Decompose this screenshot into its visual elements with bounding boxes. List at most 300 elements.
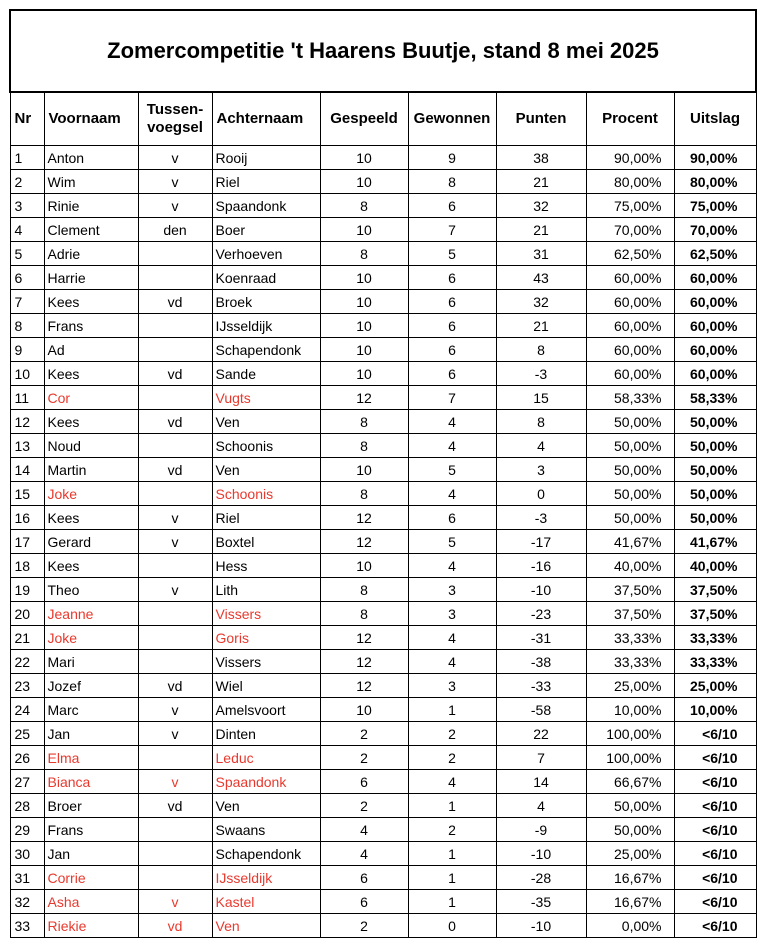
table-row [10,410,756,434]
cell-achternaam: Schoonis [212,482,320,506]
cell-punten: -9 [496,818,586,842]
cell-nr: 16 [10,506,44,530]
cell-uitslag: 50,00% [674,506,756,530]
cell-procent: 16,67% [586,866,674,890]
cell-uitslag: 90,00% [674,146,756,170]
cell-gewonnen: 3 [408,674,496,698]
cell-procent: 60,00% [586,266,674,290]
cell-nr: 14 [10,458,44,482]
cell-voornaam: Clement [44,218,138,242]
cell-tussenvoegsel [138,266,212,290]
cell-punten: 4 [496,794,586,818]
cell-uitslag: 50,00% [674,434,756,458]
header-uitslag: Uitslag [674,92,756,146]
cell-gespeeld: 6 [320,770,408,794]
cell-procent: 50,00% [586,410,674,434]
cell-uitslag: 41,67% [674,530,756,554]
cell-tussenvoegsel: v [138,698,212,722]
cell-gewonnen: 4 [408,770,496,794]
cell-gespeeld: 12 [320,626,408,650]
cell-tussenvoegsel: vd [138,794,212,818]
cell-nr: 33 [10,914,44,938]
table-row [10,842,756,866]
cell-gewonnen: 6 [408,266,496,290]
cell-voornaam: Anton [44,146,138,170]
cell-nr: 7 [10,290,44,314]
cell-uitslag: 80,00% [674,170,756,194]
cell-tussenvoegsel [138,626,212,650]
cell-gewonnen: 7 [408,386,496,410]
table-row [10,890,756,914]
cell-punten: 3 [496,458,586,482]
table-row [10,434,756,458]
table-row [10,914,756,938]
cell-punten: 38 [496,146,586,170]
table-body [10,146,756,938]
cell-gespeeld: 8 [320,242,408,266]
cell-tussenvoegsel: den [138,218,212,242]
cell-voornaam: Frans [44,818,138,842]
cell-punten: 31 [496,242,586,266]
cell-voornaam: Frans [44,314,138,338]
cell-nr: 18 [10,554,44,578]
cell-gewonnen: 4 [408,434,496,458]
cell-gewonnen: 3 [408,602,496,626]
cell-uitslag: 37,50% [674,578,756,602]
cell-uitslag: 60,00% [674,266,756,290]
cell-tussenvoegsel [138,602,212,626]
cell-achternaam: Vissers [212,602,320,626]
cell-voornaam: Corrie [44,866,138,890]
header-tussenvoegsel [138,92,212,146]
cell-achternaam: Koenraad [212,266,320,290]
cell-gespeeld: 6 [320,866,408,890]
table-row [10,506,756,530]
table-row [10,530,756,554]
cell-nr: 25 [10,722,44,746]
cell-punten: -58 [496,698,586,722]
table-row [10,746,756,770]
cell-punten: 15 [496,386,586,410]
cell-procent: 25,00% [586,842,674,866]
cell-procent: 100,00% [586,746,674,770]
table-row [10,386,756,410]
cell-gespeeld: 8 [320,434,408,458]
cell-procent: 10,00% [586,698,674,722]
cell-voornaam: Kees [44,506,138,530]
cell-procent: 0,00% [586,914,674,938]
cell-nr: 22 [10,650,44,674]
cell-nr: 31 [10,866,44,890]
cell-voornaam: Joke [44,626,138,650]
cell-achternaam: Schapendonk [212,842,320,866]
cell-gewonnen: 6 [408,290,496,314]
cell-procent: 50,00% [586,434,674,458]
cell-procent: 60,00% [586,362,674,386]
cell-procent: 40,00% [586,554,674,578]
cell-uitslag: <6/10 [674,770,756,794]
cell-voornaam: Jan [44,842,138,866]
cell-gespeeld: 12 [320,386,408,410]
cell-nr: 11 [10,386,44,410]
cell-uitslag: 40,00% [674,554,756,578]
cell-procent: 50,00% [586,818,674,842]
cell-punten: 4 [496,434,586,458]
cell-uitslag: 58,33% [674,386,756,410]
cell-tussenvoegsel [138,314,212,338]
cell-procent: 16,67% [586,890,674,914]
cell-nr: 10 [10,362,44,386]
cell-nr: 20 [10,602,44,626]
cell-punten: 21 [496,218,586,242]
cell-gewonnen: 6 [408,194,496,218]
cell-gewonnen: 1 [408,698,496,722]
cell-nr: 4 [10,218,44,242]
cell-gespeeld: 8 [320,578,408,602]
cell-achternaam: Vugts [212,386,320,410]
cell-nr: 12 [10,410,44,434]
table-row [10,362,756,386]
cell-gewonnen: 4 [408,554,496,578]
cell-uitslag: <6/10 [674,842,756,866]
header-row [10,92,756,146]
table-row [10,482,756,506]
cell-gespeeld: 10 [320,458,408,482]
table-row [10,794,756,818]
cell-nr: 15 [10,482,44,506]
table-row [10,866,756,890]
cell-achternaam: Boxtel [212,530,320,554]
cell-procent: 33,33% [586,650,674,674]
cell-punten: -33 [496,674,586,698]
cell-uitslag: 70,00% [674,218,756,242]
cell-nr: 24 [10,698,44,722]
cell-gespeeld: 8 [320,194,408,218]
cell-procent: 100,00% [586,722,674,746]
cell-achternaam: Wiel [212,674,320,698]
cell-punten: 32 [496,290,586,314]
cell-achternaam: Ven [212,794,320,818]
cell-gespeeld: 8 [320,410,408,434]
cell-nr: 32 [10,890,44,914]
cell-procent: 37,50% [586,578,674,602]
table-row [10,722,756,746]
cell-voornaam: Bianca [44,770,138,794]
table-row [10,314,756,338]
cell-punten: 43 [496,266,586,290]
cell-procent: 58,33% [586,386,674,410]
cell-procent: 60,00% [586,338,674,362]
cell-tussenvoegsel [138,866,212,890]
cell-voornaam: Kees [44,410,138,434]
cell-uitslag: 50,00% [674,482,756,506]
table-row [10,674,756,698]
cell-uitslag: <6/10 [674,818,756,842]
cell-gewonnen: 1 [408,794,496,818]
cell-voornaam: Wim [44,170,138,194]
cell-gewonnen: 3 [408,578,496,602]
cell-uitslag: 60,00% [674,314,756,338]
cell-achternaam: Schoonis [212,434,320,458]
cell-punten: 8 [496,338,586,362]
header-procent: Procent [586,92,674,146]
cell-procent: 33,33% [586,626,674,650]
cell-achternaam: Ven [212,458,320,482]
cell-uitslag: <6/10 [674,866,756,890]
cell-voornaam: Theo [44,578,138,602]
cell-gewonnen: 5 [408,242,496,266]
cell-punten: -3 [496,362,586,386]
table-row [10,554,756,578]
cell-achternaam: Spaandonk [212,770,320,794]
cell-tussenvoegsel [138,482,212,506]
cell-tussenvoegsel: vd [138,290,212,314]
cell-tussenvoegsel: vd [138,410,212,434]
table-row [10,626,756,650]
cell-achternaam: Boer [212,218,320,242]
cell-voornaam: Ad [44,338,138,362]
cell-voornaam: Martin [44,458,138,482]
cell-tussenvoegsel: v [138,890,212,914]
cell-gewonnen: 2 [408,722,496,746]
cell-nr: 3 [10,194,44,218]
cell-voornaam: Jan [44,722,138,746]
cell-achternaam: Kastel [212,890,320,914]
cell-gespeeld: 10 [320,554,408,578]
cell-nr: 19 [10,578,44,602]
cell-tussenvoegsel: v [138,146,212,170]
cell-tussenvoegsel [138,338,212,362]
cell-voornaam: Kees [44,290,138,314]
cell-procent: 41,67% [586,530,674,554]
cell-procent: 60,00% [586,290,674,314]
cell-gewonnen: 1 [408,866,496,890]
cell-tussenvoegsel: v [138,170,212,194]
cell-gewonnen: 8 [408,170,496,194]
cell-nr: 1 [10,146,44,170]
cell-tussenvoegsel: v [138,770,212,794]
cell-gewonnen: 5 [408,458,496,482]
cell-voornaam: Mari [44,650,138,674]
cell-tussenvoegsel [138,554,212,578]
cell-uitslag: 25,00% [674,674,756,698]
cell-achternaam: Hess [212,554,320,578]
table-row [10,602,756,626]
cell-procent: 25,00% [586,674,674,698]
cell-gewonnen: 2 [408,818,496,842]
cell-procent: 50,00% [586,482,674,506]
cell-procent: 37,50% [586,602,674,626]
cell-tussenvoegsel: vd [138,458,212,482]
cell-nr: 2 [10,170,44,194]
cell-punten: 21 [496,170,586,194]
cell-gewonnen: 7 [408,218,496,242]
cell-nr: 30 [10,842,44,866]
cell-achternaam: IJsseldijk [212,866,320,890]
header-tussenvoegsel-line1: Tussen- [146,101,204,118]
cell-uitslag: <6/10 [674,914,756,938]
header-achternaam: Achternaam [212,92,320,146]
cell-gespeeld: 10 [320,698,408,722]
cell-procent: 50,00% [586,794,674,818]
cell-achternaam: Dinten [212,722,320,746]
cell-voornaam: Noud [44,434,138,458]
cell-punten: 0 [496,482,586,506]
cell-gewonnen: 4 [408,626,496,650]
cell-uitslag: 50,00% [674,410,756,434]
standings-table [9,9,757,938]
cell-gespeeld: 12 [320,674,408,698]
cell-gespeeld: 10 [320,146,408,170]
cell-gespeeld: 10 [320,218,408,242]
table-row [10,218,756,242]
cell-tussenvoegsel [138,818,212,842]
cell-tussenvoegsel: v [138,722,212,746]
cell-punten: 21 [496,314,586,338]
cell-nr: 13 [10,434,44,458]
cell-procent: 60,00% [586,314,674,338]
cell-voornaam: Riekie [44,914,138,938]
cell-voornaam: Adrie [44,242,138,266]
cell-gespeeld: 10 [320,314,408,338]
cell-gespeeld: 4 [320,818,408,842]
cell-voornaam: Joke [44,482,138,506]
header-tussenvoegsel-line2: voegsel [147,119,203,136]
cell-punten: -10 [496,842,586,866]
cell-gewonnen: 6 [408,338,496,362]
cell-achternaam: Lith [212,578,320,602]
cell-punten: 32 [496,194,586,218]
cell-nr: 28 [10,794,44,818]
cell-punten: -28 [496,866,586,890]
cell-achternaam: Leduc [212,746,320,770]
cell-nr: 5 [10,242,44,266]
cell-tussenvoegsel [138,842,212,866]
cell-voornaam: Broer [44,794,138,818]
cell-voornaam: Asha [44,890,138,914]
header-voornaam: Voornaam [44,92,138,146]
table-row [10,818,756,842]
table-row [10,698,756,722]
cell-gespeeld: 10 [320,170,408,194]
header-nr: Nr [10,92,44,146]
cell-nr: 27 [10,770,44,794]
cell-gewonnen: 6 [408,362,496,386]
table-row [10,338,756,362]
table-row [10,458,756,482]
cell-gewonnen: 1 [408,890,496,914]
cell-achternaam: IJsseldijk [212,314,320,338]
cell-punten: -38 [496,650,586,674]
cell-tussenvoegsel [138,746,212,770]
cell-achternaam: Verhoeven [212,242,320,266]
cell-procent: 62,50% [586,242,674,266]
cell-gespeeld: 10 [320,362,408,386]
cell-achternaam: Broek [212,290,320,314]
cell-punten: -31 [496,626,586,650]
cell-punten: -23 [496,602,586,626]
cell-gespeeld: 2 [320,746,408,770]
cell-voornaam: Marc [44,698,138,722]
cell-procent: 80,00% [586,170,674,194]
cell-uitslag: 60,00% [674,338,756,362]
cell-achternaam: Ven [212,914,320,938]
cell-achternaam: Rooij [212,146,320,170]
cell-voornaam: Kees [44,554,138,578]
cell-procent: 50,00% [586,458,674,482]
table-row [10,770,756,794]
cell-gewonnen: 9 [408,146,496,170]
cell-punten: -35 [496,890,586,914]
cell-gewonnen: 4 [408,482,496,506]
cell-gespeeld: 12 [320,650,408,674]
cell-tussenvoegsel: v [138,194,212,218]
cell-gespeeld: 8 [320,482,408,506]
cell-gespeeld: 2 [320,722,408,746]
table-row [10,266,756,290]
cell-gewonnen: 2 [408,746,496,770]
cell-achternaam: Ven [212,410,320,434]
cell-gespeeld: 12 [320,530,408,554]
cell-uitslag: 10,00% [674,698,756,722]
cell-nr: 6 [10,266,44,290]
table-row [10,242,756,266]
cell-gewonnen: 6 [408,314,496,338]
cell-gespeeld: 10 [320,266,408,290]
cell-uitslag: 62,50% [674,242,756,266]
cell-tussenvoegsel: vd [138,674,212,698]
cell-nr: 17 [10,530,44,554]
cell-punten: 14 [496,770,586,794]
cell-uitslag: 75,00% [674,194,756,218]
cell-gewonnen: 0 [408,914,496,938]
cell-tussenvoegsel: v [138,506,212,530]
cell-achternaam: Spaandonk [212,194,320,218]
cell-voornaam: Elma [44,746,138,770]
cell-tussenvoegsel [138,434,212,458]
cell-voornaam: Jeanne [44,602,138,626]
cell-voornaam: Rinie [44,194,138,218]
cell-uitslag: <6/10 [674,722,756,746]
cell-punten: 22 [496,722,586,746]
cell-achternaam: Riel [212,170,320,194]
cell-gewonnen: 5 [408,530,496,554]
cell-achternaam: Amelsvoort [212,698,320,722]
cell-gespeeld: 10 [320,290,408,314]
cell-gewonnen: 1 [408,842,496,866]
cell-gespeeld: 2 [320,914,408,938]
cell-uitslag: 33,33% [674,650,756,674]
cell-tussenvoegsel [138,650,212,674]
cell-punten: -17 [496,530,586,554]
cell-achternaam: Schapendonk [212,338,320,362]
cell-procent: 66,67% [586,770,674,794]
cell-punten: 8 [496,410,586,434]
cell-procent: 70,00% [586,218,674,242]
header-gespeeld: Gespeeld [320,92,408,146]
cell-procent: 75,00% [586,194,674,218]
cell-nr: 8 [10,314,44,338]
header-punten: Punten [496,92,586,146]
cell-gespeeld: 10 [320,338,408,362]
cell-nr: 26 [10,746,44,770]
table-row [10,194,756,218]
cell-achternaam: Riel [212,506,320,530]
cell-tussenvoegsel: v [138,530,212,554]
cell-gespeeld: 4 [320,842,408,866]
header-gewonnen: Gewonnen [408,92,496,146]
sheet-title: Zomercompetitie 't Haarens Buutje, stand 8 mei 2025 [10,10,756,92]
